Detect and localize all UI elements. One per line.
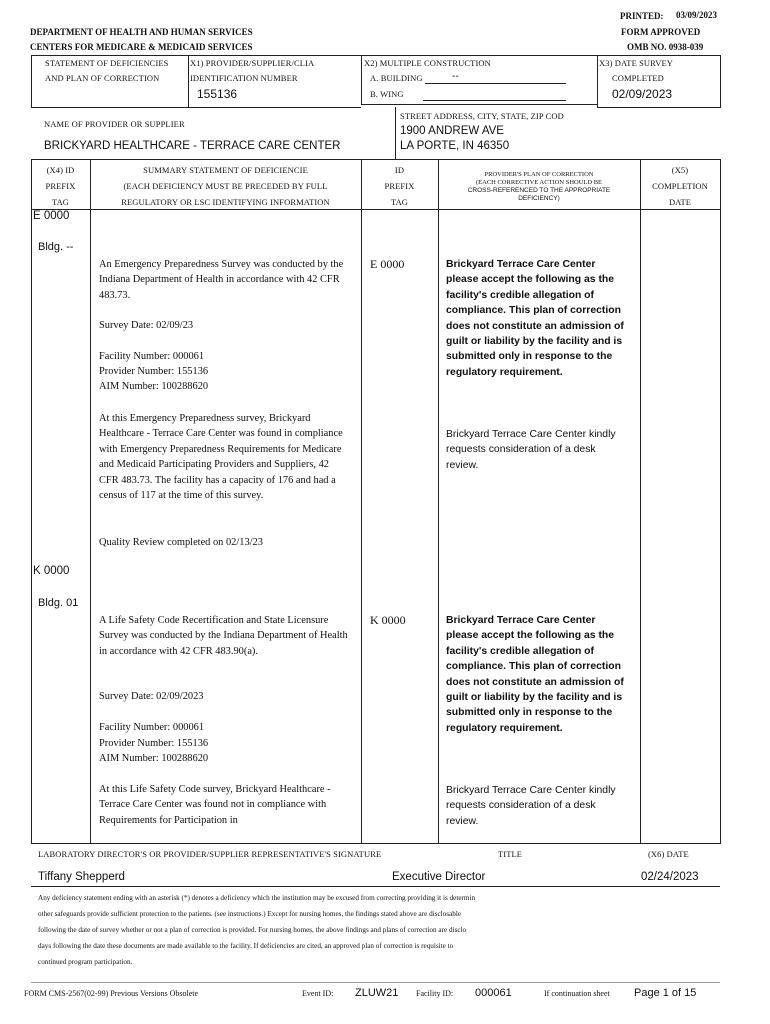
table-col-divider (640, 159, 641, 844)
prefix-tag: K 0000 (33, 565, 70, 577)
footnote-line: following the date of survey whether or not a plan of correction is provided. For nursing homes, the above findings and plans of correction are disclo (38, 926, 467, 934)
address-line1: 1900 ANDREW AVE (400, 125, 504, 137)
summary-paragraph: Survey Date: 02/09/23 (99, 320, 194, 331)
provider-name-label: NAME OF PROVIDER OR SUPPLIER (44, 119, 185, 129)
divider (31, 159, 720, 160)
date-label: (X6) DATE (648, 849, 689, 859)
table-col-divider (361, 159, 362, 844)
address-label: STREET ADDRESS, CITY, STATE, ZIP COD (400, 111, 564, 121)
plan-of-correction-text: Brickyard Terrace Care Center kindly requests consideration of a desk review. (446, 429, 616, 471)
summary-paragraph: A Life Safety Code Recertification and State Licensure Survey was conducted by the Indiana Department of Health in accordance with 42 CFR 483.90(a). (99, 615, 348, 657)
x5-date: DATE (668, 197, 692, 207)
plan-of-correction-text: Brickyard Terrace Care Center please accept the following as the facility's credible allegation of compliance. This plan of correction does not constitute an admission of guilt or liability by the facility and is submitted only in response to the regulatory requirement. (446, 259, 624, 378)
id-prefix-tag: K 0000 (370, 613, 406, 627)
summary-paragraph: Quality Review completed on 02/13/23 (99, 537, 263, 548)
summary-line: Provider Number: 155136 (99, 738, 209, 749)
summary-paragraph: An Emergency Preparedness Survey was conducted by the Indiana Department of Health in accordance with 42 CFR 483.73. (99, 259, 344, 301)
signature-date: 02/24/2023 (641, 871, 699, 883)
address-line2: LA PORTE, IN 46350 (400, 140, 510, 152)
footnote-line: days following the date these documents are made available to the facility. If deficiencies are cited, an approved plan of correction is requisite to (38, 942, 454, 950)
plan-subheader2: CROSS-REFERENCED TO THE APPROPRIATE (467, 187, 611, 194)
footnote-line: Any deficiency statement ending with an asterisk (*) denotes a deficiency which the institution may be excused from correcting providing it is determin (38, 894, 476, 902)
x4-label: (X4) ID (46, 165, 75, 175)
page-number: Page 1 of 15 (634, 987, 697, 999)
building-underline (425, 83, 566, 84)
plan-of-correction-text: Brickyard Terrace Care Center kindly requests consideration of a desk review. (446, 785, 616, 827)
summary-line: Facility Number: 000061 (99, 351, 205, 362)
id-tag: TAG (390, 197, 409, 207)
x1-sublabel: IDENTIFICATION NUMBER (190, 73, 298, 83)
id-prefix: PREFIX (384, 181, 415, 191)
divider (31, 55, 32, 108)
divider (31, 886, 720, 887)
printed-label: PRINTED: (620, 11, 664, 21)
x5-label: (X5) (671, 165, 689, 175)
divider (597, 55, 598, 108)
table-bottom-border (31, 843, 720, 844)
statement-label: STATEMENT OF DEFICIENCIES (45, 58, 169, 68)
x2-label: X2) MULTIPLE CONSTRUCTION (364, 58, 491, 68)
table-right-border (720, 159, 721, 844)
provider-id-value: 155136 (197, 87, 238, 101)
summary-paragraph: At this Emergency Preparedness survey, Brickyard Healthcare - Terrace Care Center was found in compliance with Emergency Preparedness Requirements for Medicare and Medicaid Participating Providers and Suppliers, 42 CFR 483.73. The facility has a capacity of 176 and had a census of 117 at the time of this survey. (99, 413, 343, 502)
top-box-border (31, 55, 720, 56)
plan-subheader: (EACH CORRECTIVE ACTION SHOULD BE (475, 179, 603, 186)
department-name: DEPARTMENT OF HEALTH AND HUMAN SERVICES (30, 27, 253, 37)
summary-subheader2: REGULATORY OR LSC IDENTIFYING INFORMATION (121, 197, 330, 207)
divider (188, 55, 189, 108)
id-prefix-tag: E 0000 (370, 257, 405, 271)
centers-name: CENTERS FOR MEDICARE & MEDICAID SERVICES (30, 42, 253, 52)
signer-title: Executive Director (392, 871, 486, 883)
signature-label: LABORATORY DIRECTOR'S OR PROVIDER/SUPPLIER REPRESENTATIVE'S SIGNATURE (38, 849, 382, 859)
prefix-tag: E 0000 (33, 210, 70, 222)
table-left-border (31, 159, 32, 844)
title-label: TITLE (498, 849, 523, 859)
form-number: FORM CMS-2567(02-99) Previous Versions Obsolete (24, 989, 199, 998)
summary-header: SUMMARY STATEMENT OF DEFICIENCIE (143, 165, 308, 175)
divider (31, 107, 361, 108)
plan-of-correction-text: Brickyard Terrace Care Center please accept the following as the facility's credible allegation of compliance. This plan of correction does not constitute an admission of guilt or liability by the facility and is submitted only in response to the regulatory requirement. (446, 615, 624, 734)
x5-completion: COMPLETION (652, 181, 708, 191)
x1-label: X1) PROVIDER/SUPPLIER/CLIA (190, 58, 315, 68)
omb-number: OMB NO. 0938-039 (627, 42, 704, 52)
summary-line: AIM Number: 100288620 (99, 753, 209, 764)
x3-sublabel: COMPLETED (612, 73, 664, 83)
building-tag: Bldg. 01 (38, 597, 79, 609)
x4-tag: TAG (51, 197, 70, 207)
event-id-label: Event ID: (302, 989, 334, 998)
building-tag: Bldg. -- (38, 241, 74, 253)
survey-date-value: 02/09/2023 (612, 87, 673, 101)
building-label: A. BUILDING (370, 73, 423, 83)
footer-divider (31, 982, 720, 983)
x4-prefix: PREFIX (45, 181, 76, 191)
wing-underline (423, 100, 566, 101)
divider (31, 209, 720, 210)
form-approved: FORM APPROVED (621, 27, 701, 37)
x3-label: X3) DATE SURVEY (599, 58, 674, 68)
table-col-divider (438, 159, 439, 844)
footnote-line: other safeguards provide sufficient protection to the patients. (see instructions.) Except for nursing homes, the findings stated above are disclosable (38, 910, 462, 918)
summary-line: AIM Number: 100288620 (99, 381, 209, 392)
event-id-value: ZLUW21 (355, 987, 399, 999)
provider-name-value: BRICKYARD HEALTHCARE - TERRACE CARE CENTER (44, 140, 341, 152)
table-col-divider (90, 159, 91, 844)
footnote-line: continued program participation. (38, 958, 133, 966)
signer-name: Tiffany Shepperd (38, 871, 125, 883)
printed-date: 03/09/2023 (676, 10, 718, 20)
continuation-label: If continuation sheet (544, 989, 610, 998)
plan-subheader3: DEFICIENCY) (518, 195, 560, 202)
facility-id-label: Facility ID: (416, 989, 454, 998)
plan-header: PROVIDER'S PLAN OF CORRECTION (484, 171, 594, 178)
divider (720, 55, 721, 108)
summary-paragraph: Survey Date: 02/09/2023 (99, 691, 204, 702)
divider (597, 107, 720, 108)
divider (395, 107, 396, 159)
facility-id-value: 000061 (475, 987, 512, 999)
divider (361, 104, 597, 105)
building-value: -- (452, 71, 459, 82)
plan-label: AND PLAN OF CORRECTION (45, 73, 160, 83)
divider (361, 55, 362, 105)
wing-label: B. WING (370, 89, 404, 99)
summary-line: Facility Number: 000061 (99, 722, 205, 733)
id-label: ID (394, 165, 405, 175)
summary-subheader: (EACH DEFICIENCY MUST BE PRECEDED BY FULL (123, 181, 328, 191)
summary-line: Provider Number: 155136 (99, 366, 209, 377)
summary-paragraph: At this Life Safety Code survey, Brickyard Healthcare - Terrace Care Center was found not in compliance with Requirements for Participation in (99, 784, 331, 826)
